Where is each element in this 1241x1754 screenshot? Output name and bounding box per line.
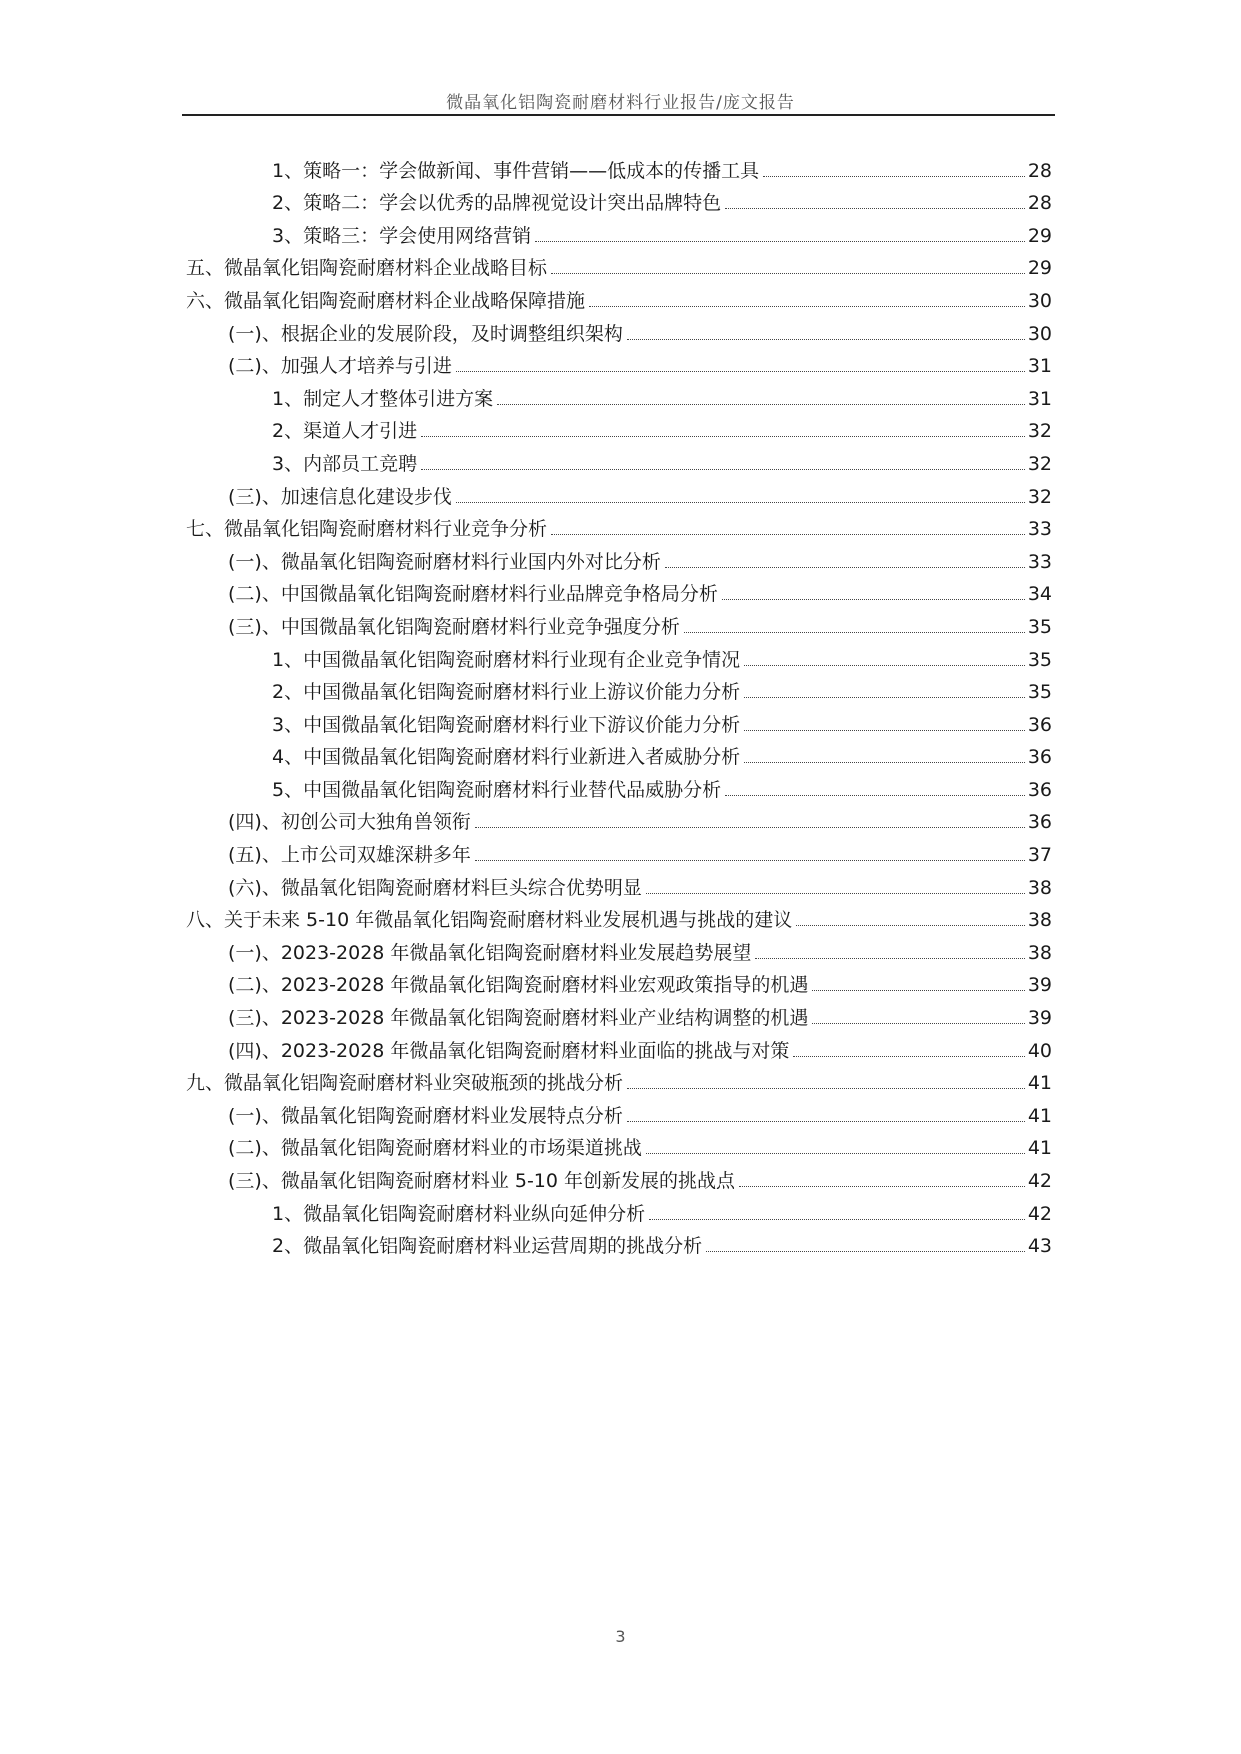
toc-dot-leader: [796, 925, 1025, 926]
toc-entry-title: (一)、微晶氧化铝陶瓷耐磨材料业发展特点分析: [228, 1104, 623, 1127]
toc-entry-page: 32: [1027, 485, 1052, 508]
toc-dot-leader: [665, 567, 1025, 568]
toc-entry-page: 30: [1027, 289, 1052, 312]
toc-entry[interactable]: [186, 183, 1052, 216]
toc-entry[interactable]: [186, 606, 1052, 639]
toc-entry[interactable]: [186, 867, 1052, 900]
toc-entry[interactable]: [186, 574, 1052, 607]
toc-entry-page: 43: [1027, 1235, 1052, 1258]
toc-dot-leader: [755, 958, 1024, 959]
toc-entry-title: 5、中国微晶氧化铝陶瓷耐磨材料行业替代品威胁分析: [272, 778, 722, 801]
toc-entry-title: 1、微晶氧化铝陶瓷耐磨材料业纵向延伸分析: [272, 1202, 646, 1225]
toc-entry-page: 39: [1027, 1007, 1052, 1030]
toc-entry[interactable]: [186, 411, 1052, 444]
toc-dot-leader: [646, 893, 1025, 894]
toc-entry[interactable]: [186, 932, 1052, 965]
toc-entry-title: 1、策略一：学会做新闻、事件营销——低成本的传播工具: [272, 159, 760, 182]
toc-entry[interactable]: [186, 541, 1052, 574]
toc-entry-page: 32: [1027, 452, 1052, 475]
toc-entry[interactable]: [186, 802, 1052, 835]
toc-dot-leader: [744, 762, 1025, 763]
toc-entry-page: 31: [1027, 387, 1052, 410]
toc-entry-title: (二)、2023-2028 年微晶氧化铝陶瓷耐磨材料业宏观政策指导的机遇: [228, 974, 809, 997]
toc-entry-page: 35: [1027, 648, 1052, 671]
toc-entry[interactable]: [186, 1095, 1052, 1128]
toc-dot-leader: [421, 469, 1025, 470]
toc-entry-title: 八、关于未来 5-10 年微晶氧化铝陶瓷耐磨材料业发展机遇与挑战的建议: [186, 909, 793, 932]
toc-entry-page: 38: [1027, 876, 1052, 899]
toc-dot-leader: [739, 1186, 1025, 1187]
toc-dot-leader: [475, 860, 1025, 861]
toc-dot-leader: [627, 1088, 1025, 1089]
toc-entry[interactable]: [186, 215, 1052, 248]
toc-entry[interactable]: [186, 1063, 1052, 1096]
table-of-contents: [186, 150, 1052, 1258]
toc-entry-page: 38: [1027, 909, 1052, 932]
toc-entry-page: 28: [1027, 159, 1052, 182]
toc-entry-page: 35: [1027, 615, 1052, 638]
toc-entry[interactable]: [186, 1160, 1052, 1193]
toc-entry[interactable]: [186, 476, 1052, 509]
toc-dot-leader: [627, 339, 1025, 340]
header-divider: [182, 114, 1055, 116]
toc-entry-page: 41: [1027, 1104, 1052, 1127]
toc-dot-leader: [744, 665, 1025, 666]
toc-entry[interactable]: [186, 900, 1052, 933]
toc-entry-title: (五)、上市公司双雄深耕多年: [228, 844, 471, 867]
toc-dot-leader: [646, 1153, 1025, 1154]
toc-entry[interactable]: [186, 150, 1052, 183]
toc-entry[interactable]: [186, 965, 1052, 998]
toc-entry-page: 42: [1027, 1202, 1052, 1225]
toc-entry-title: 2、策略二：学会以优秀的品牌视觉设计突出品牌特色: [272, 192, 722, 215]
toc-dot-leader: [744, 697, 1025, 698]
toc-entry[interactable]: [186, 997, 1052, 1030]
toc-dot-leader: [725, 208, 1025, 209]
toc-entry-page: 41: [1027, 1072, 1052, 1095]
toc-dot-leader: [475, 827, 1025, 828]
toc-entry-title: (六)、微晶氧化铝陶瓷耐磨材料巨头综合优势明显: [228, 876, 642, 899]
toc-entry-page: 28: [1027, 192, 1052, 215]
toc-dot-leader: [551, 273, 1025, 274]
toc-entry-page: 30: [1027, 322, 1052, 345]
toc-entry-page: 36: [1027, 713, 1052, 736]
toc-entry-title: (一)、根据企业的发展阶段，及时调整组织架构: [228, 322, 623, 345]
toc-entry[interactable]: [186, 704, 1052, 737]
toc-entry-page: 38: [1027, 941, 1052, 964]
running-header: 微晶氧化铝陶瓷耐磨材料行业报告/庞文报告: [446, 93, 795, 113]
toc-entry-title: (三)、中国微晶氧化铝陶瓷耐磨材料行业竞争强度分析: [228, 615, 680, 638]
toc-entry-title: 3、内部员工竞聘: [272, 452, 418, 475]
toc-entry-page: 31: [1027, 355, 1052, 378]
toc-entry-title: 3、中国微晶氧化铝陶瓷耐磨材料行业下游议价能力分析: [272, 713, 741, 736]
toc-entry-page: 34: [1027, 583, 1052, 606]
toc-dot-leader: [497, 404, 1025, 405]
toc-entry[interactable]: [186, 313, 1052, 346]
toc-dot-leader: [456, 371, 1025, 372]
toc-entry[interactable]: [186, 378, 1052, 411]
toc-entry-title: (三)、加速信息化建设步伐: [228, 485, 452, 508]
toc-entry[interactable]: [186, 248, 1052, 281]
toc-entry[interactable]: [186, 1030, 1052, 1063]
toc-entry-title: 2、中国微晶氧化铝陶瓷耐磨材料行业上游议价能力分析: [272, 681, 741, 704]
toc-entry-title: 2、微晶氧化铝陶瓷耐磨材料业运营周期的挑战分析: [272, 1235, 703, 1258]
toc-dot-leader: [722, 599, 1025, 600]
toc-entry-title: 五、微晶氧化铝陶瓷耐磨材料企业战略目标: [186, 257, 548, 280]
toc-entry[interactable]: [186, 1226, 1052, 1259]
toc-entry-title: (一)、微晶氧化铝陶瓷耐磨材料行业国内外对比分析: [228, 550, 661, 573]
toc-entry-page: 36: [1027, 778, 1052, 801]
toc-entry-title: (三)、2023-2028 年微晶氧化铝陶瓷耐磨材料业产业结构调整的机遇: [228, 1007, 809, 1030]
toc-entry-title: (一)、2023-2028 年微晶氧化铝陶瓷耐磨材料业发展趋势展望: [228, 941, 752, 964]
toc-entry-title: (四)、初创公司大独角兽领衔: [228, 811, 471, 834]
toc-dot-leader: [793, 1056, 1024, 1057]
toc-entry[interactable]: [186, 280, 1052, 313]
toc-entry-title: (二)、微晶氧化铝陶瓷耐磨材料业的市场渠道挑战: [228, 1137, 642, 1160]
toc-entry-title: 1、制定人才整体引进方案: [272, 387, 494, 410]
toc-entry[interactable]: [186, 443, 1052, 476]
toc-dot-leader: [812, 990, 1024, 991]
toc-entry-title: 六、微晶氧化铝陶瓷耐磨材料企业战略保障措施: [186, 289, 586, 312]
toc-entry-page: 36: [1027, 746, 1052, 769]
toc-entry[interactable]: [186, 1193, 1052, 1226]
toc-entry-title: 1、中国微晶氧化铝陶瓷耐磨材料行业现有企业竞争情况: [272, 648, 741, 671]
toc-entry-page: 35: [1027, 681, 1052, 704]
toc-entry-page: 32: [1027, 420, 1052, 443]
toc-entry[interactable]: [186, 346, 1052, 379]
toc-entry-page: 33: [1027, 518, 1052, 541]
toc-entry-title: 2、渠道人才引进: [272, 420, 418, 443]
toc-entry[interactable]: [186, 737, 1052, 770]
page-number: 3: [615, 1627, 626, 1646]
toc-dot-leader: [456, 502, 1025, 503]
toc-dot-leader: [421, 436, 1025, 437]
toc-entry-page: 37: [1027, 844, 1052, 867]
toc-dot-leader: [649, 1219, 1025, 1220]
toc-dot-leader: [551, 534, 1025, 535]
toc-dot-leader: [706, 1251, 1025, 1252]
toc-entry-page: 42: [1027, 1170, 1052, 1192]
toc-entry-page: 40: [1027, 1039, 1052, 1062]
toc-dot-leader: [744, 730, 1025, 731]
toc-entry-page: 29: [1027, 257, 1052, 280]
toc-dot-leader: [812, 1023, 1024, 1024]
toc-entry-page: 39: [1027, 974, 1052, 997]
toc-entry[interactable]: [186, 769, 1052, 802]
toc-entry-title: 3、策略三：学会使用网络营销: [272, 224, 532, 247]
toc-dot-leader: [627, 1121, 1025, 1122]
toc-entry-title: (三)、微晶氧化铝陶瓷耐磨材料业 5-10 年创新发展的挑战点: [228, 1170, 736, 1192]
toc-dot-leader: [535, 241, 1025, 242]
toc-entry-title: 七、微晶氧化铝陶瓷耐磨材料行业竞争分析: [186, 518, 548, 541]
toc-dot-leader: [684, 632, 1025, 633]
toc-dot-leader: [763, 176, 1025, 177]
toc-dot-leader: [589, 306, 1025, 307]
toc-entry-page: 33: [1027, 550, 1052, 573]
toc-entry-title: (二)、中国微晶氧化铝陶瓷耐磨材料行业品牌竞争格局分析: [228, 583, 718, 606]
toc-entry[interactable]: [186, 672, 1052, 705]
toc-entry[interactable]: [186, 834, 1052, 867]
toc-entry-title: (二)、加强人才培养与引进: [228, 355, 452, 378]
toc-entry[interactable]: [186, 639, 1052, 672]
toc-dot-leader: [725, 795, 1025, 796]
toc-entry-page: 29: [1027, 224, 1052, 247]
toc-entry-page: 36: [1027, 811, 1052, 834]
toc-entry-title: 4、中国微晶氧化铝陶瓷耐磨材料行业新进入者威胁分析: [272, 746, 741, 769]
toc-entry[interactable]: [186, 509, 1052, 542]
toc-entry[interactable]: [186, 1128, 1052, 1161]
toc-entry-page: 41: [1027, 1137, 1052, 1160]
toc-entry-title: (四)、2023-2028 年微晶氧化铝陶瓷耐磨材料业面临的挑战与对策: [228, 1039, 790, 1062]
toc-entry-title: 九、微晶氧化铝陶瓷耐磨材料业突破瓶颈的挑战分析: [186, 1072, 624, 1095]
